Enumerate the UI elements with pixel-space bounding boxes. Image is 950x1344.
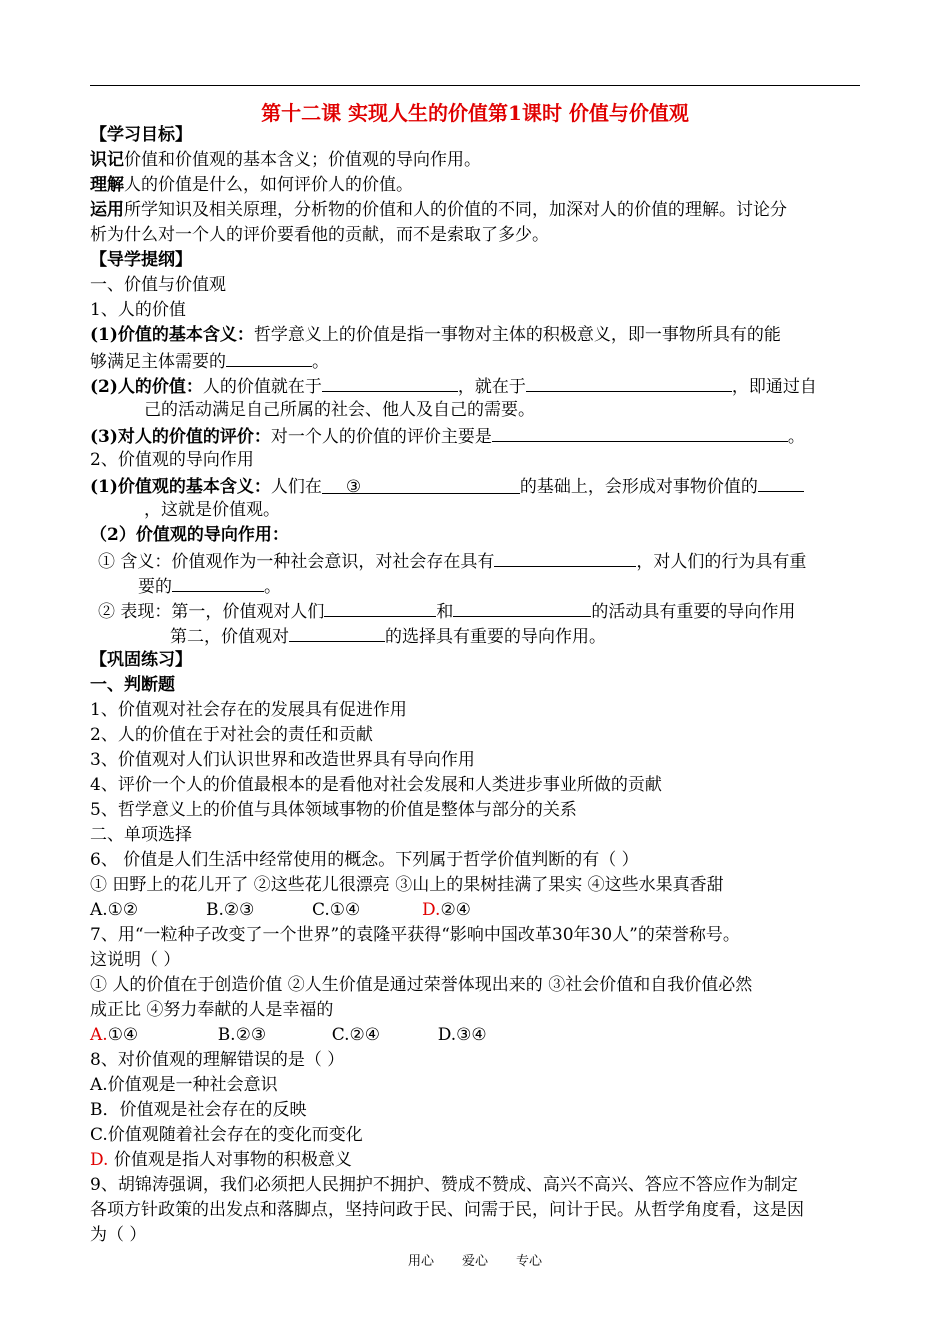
fill-blank	[324, 599, 436, 617]
fill-blank	[494, 549, 636, 567]
header-rule	[90, 85, 860, 86]
outline-header: 【导学提纲】	[90, 250, 192, 270]
question-9b: 各项方针政策的出发点和落脚点，坚持问政于民、问需于民，问计于民。从哲学角度看，这是因	[90, 1200, 804, 1220]
fill-blank	[322, 374, 458, 392]
outline-point-2: (2)人的价值：人的价值就在于 ，就在于 ，即通过自	[90, 374, 860, 398]
outline-point-3: (3)对人的价值的评价：对一个人的价值的评价主要是 。	[90, 424, 860, 448]
objective-line-2: 理解人的价值是什么，如何评价人的价值。	[90, 175, 413, 195]
outline-q1: (1)价值观的基本含义：人们在 ③ 的基础上，会形成对事物价值的	[90, 474, 860, 498]
choice-title: 二、单项选择	[90, 825, 192, 845]
judge-title: 一、判断题	[90, 675, 175, 695]
judge-item: 4、评价一个人的价值最根本的是看他对社会发展和人类进步事业所做的贡献	[90, 775, 662, 795]
question-7-options: A.①④ B.②③ C.②④ D.③④	[90, 1025, 487, 1045]
objectives-header: 【学习目标】	[90, 125, 192, 145]
question-8-b: B．价值观是社会存在的反映	[90, 1100, 307, 1120]
question-8-d: D. 价值观是指人对事物的积极意义	[90, 1150, 352, 1170]
fill-blank	[226, 349, 312, 367]
practice-header: 【巩固练习】	[90, 650, 192, 670]
question-6: 6、 价值是人们生活中经常使用的概念。下列属于哲学价值判断的有（ ）	[90, 850, 639, 870]
fill-blank	[289, 624, 385, 642]
question-6-options: A.①② B.②③ C.①④ D.②④	[90, 900, 471, 920]
fill-blank	[526, 374, 732, 392]
answer-mark: A.	[90, 1025, 108, 1045]
outline-q1b: ，这就是价值观。	[144, 500, 280, 520]
objective-line-3b: 析为什么对一个人的评价要看他的贡献，而不是索取了多少。	[90, 225, 549, 245]
judge-item: 2、人的价值在于对社会的责任和贡献	[90, 725, 373, 745]
answer-mark: D.	[422, 900, 441, 920]
objective-line-3: 运用所学知识及相关原理，分析物的价值和人的价值的不同，加深对人的价值的理解。讨论分	[90, 200, 787, 220]
outline-q2b: ② 表现：第一，价值观对人们 和 的活动具有重要的导向作用	[98, 599, 868, 623]
outline-q2a2: 要的 。	[138, 574, 908, 598]
answer-mark: D.	[90, 1150, 109, 1170]
judge-item: 5、哲学意义上的价值与具体领域事物的价值是整体与部分的关系	[90, 800, 577, 820]
fill-blank	[758, 474, 804, 492]
question-8-c: C.价值观随着社会存在的变化而变化	[90, 1125, 363, 1145]
outline-section-1: 一、价值与价值观	[90, 275, 226, 295]
outline-point-1: (1)价值的基本含义：哲学意义上的价值是指一事物对主体的积极意义，即一事物所具有的能	[90, 325, 781, 345]
judge-item: 1、价值观对社会存在的发展具有促进作用	[90, 700, 407, 720]
question-7-items2: 成正比 ④努力奉献的人是幸福的	[90, 1000, 334, 1020]
outline-q2a: ① 含义：价值观作为一种社会意识，对社会存在具有 ，对人们的行为具有重	[98, 549, 868, 573]
outline-q2c: 第二，价值观对 的选择具有重要的导向作用。	[170, 624, 940, 648]
outline-point-1b: 够满足主体需要的 。	[90, 349, 860, 373]
question-7: 7、用“一粒种子改变了一个世界”的袁隆平获得“影响中国改革30年30人”的荣誉称号。	[90, 925, 740, 945]
question-6-items: ① 田野上的花儿开了 ②这些花儿很漂亮 ③山上的果树挂满了果实 ④这些水果真香甜	[90, 875, 724, 895]
question-8-a: A.价值观是一种社会意识	[90, 1075, 278, 1095]
question-9c: 为（ ）	[90, 1225, 147, 1245]
question-8: 8、对价值观的理解错误的是（ ）	[90, 1050, 345, 1070]
objective-line-1: 识记价值和价值观的基本含义；价值观的导向作用。	[90, 150, 481, 170]
outline-sub-1: 1、人的价值	[90, 300, 186, 320]
judge-item: 3、价值观对人们认识世界和改造世界具有导向作用	[90, 750, 475, 770]
fill-blank: ③	[322, 476, 520, 494]
outline-point-2b: 己的活动满足自己所属的社会、他人及自己的需要。	[144, 400, 535, 420]
question-9: 9、胡锦涛强调，我们必须把人民拥护不拥护、赞成不赞成、高兴不高兴、答应不答应作为制定	[90, 1175, 798, 1195]
fill-blank	[492, 424, 788, 442]
fill-blank	[453, 599, 591, 617]
page-footer: 用心 爱心 专心	[407, 1254, 543, 1269]
outline-sub-2: 2、价值观的导向作用	[90, 450, 254, 470]
outline-q2: （2）价值观的导向作用：	[90, 525, 289, 545]
page-title: 第十二课 实现人生的价值第1课时 价值与价值观	[261, 101, 689, 125]
question-7b: 这说明（ ）	[90, 950, 181, 970]
question-7-items: ① 人的价值在于创造价值 ②人生价值是通过荣誉体现出来的 ③社会价值和自我价值必然	[90, 975, 753, 995]
fill-blank	[172, 574, 264, 592]
